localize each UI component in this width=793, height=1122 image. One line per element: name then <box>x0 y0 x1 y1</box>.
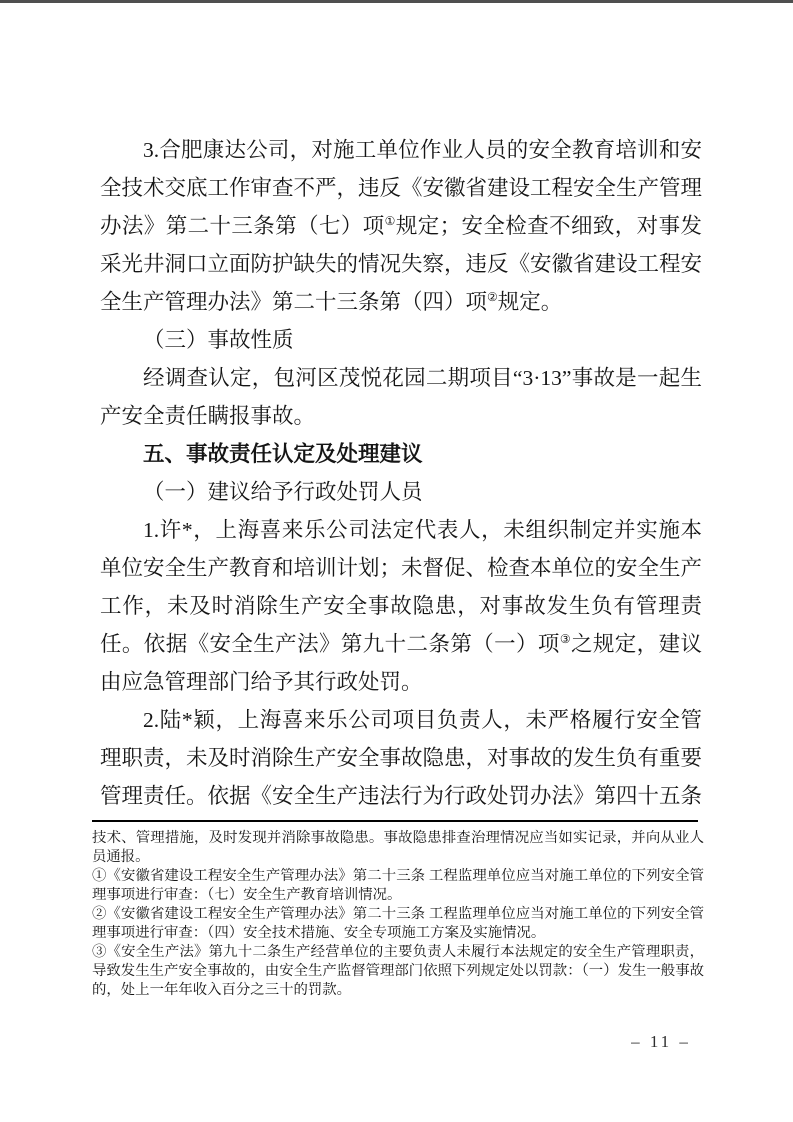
footnote-divider-line <box>92 820 698 822</box>
subheading-accident-nature: （三）事故性质 <box>143 328 294 352</box>
section-heading-responsibility: 五、事故责任认定及处理建议 <box>143 442 423 466</box>
paragraph-accident-determination: 经调查认定，包河区茂悦花园二期项目“3·13”事故是一起生产安全责任瞒报事故。 <box>100 366 702 428</box>
document-body <box>100 131 702 815</box>
paragraph-text: 规定。 <box>497 290 563 314</box>
footnotes-section <box>92 820 704 1000</box>
paragraph-text: 规定；安全检查不细致，对事发采光井洞口立面防护缺失的情况失察，违反《安徽省建设工程安全生产管理办法》第二十三条第（四）项 <box>100 214 703 314</box>
footnote-3: ③《安全生产法》第九十二条生产经营单位的主要负责人未履行本法规定的安全生产管理职责，导致发生生产安全事故的，由安全生产监督管理部门依照下列规定处以罚款：（一）发生一般事故的，处上一年年收入百分之三十的罚款。 <box>92 944 704 998</box>
paragraph-text: 3.合肥康达公司，对施工单位作业人员的安全教育培训和安全技术交底工作审查不严，违反《安徽省建设工程安全生产管理办法》第二十三条第（七）项 <box>100 138 703 238</box>
subheading-admin-penalty-persons: （一）建议给予行政处罚人员 <box>143 480 423 504</box>
paragraph-text: 1.许*，上海喜来乐公司法定代表人，未组织制定并实施本单位安全生产教育和培训计划；未督促、检查本单位的安全生产工作，未及时消除生产安全事故隐患，对事故发生负有管理责任。依据《安全生产法》第九十二条第（一）项 <box>100 518 703 656</box>
page-number: – 11 – <box>631 1032 691 1051</box>
footnote-1: ①《安徽省建设工程安全生产管理办法》第二十三条 工程监理单位应当对施工单位的下列安全管理事项进行审查：（七）安全生产教育培训情况。 <box>92 868 704 903</box>
paragraph-person-lu: 2.陆*颖，上海喜来乐公司项目负责人，未严格履行安全管理职责，未及时消除生产安全事故隐患，对事故的发生负有重要管理责任。依据《安全生产违法行为行政处罚办法》第四十五条 <box>100 708 703 808</box>
footnote-ref-2: ② <box>487 289 498 304</box>
footnote-ref-3: ③ <box>559 631 571 646</box>
footnote-ref-1: ① <box>384 213 396 228</box>
footnote-2: ②《安徽省建设工程安全生产管理办法》第二十三条 工程监理单位应当对施工单位的下列安全管理事项进行审查：（四）安全技术措施、安全专项施工方案及实施情况。 <box>92 906 704 941</box>
paragraph-text: 之规定，建议由应急管理部门给予其行政处罚。 <box>100 632 702 694</box>
paragraph-person-xu <box>100 511 702 701</box>
scan-edge-artifact <box>0 0 793 3</box>
paragraph-supervision-violations <box>100 131 702 321</box>
footnote-continuation: 技术、管理措施，及时发现并消除事故隐患。事故隐患排查治理情况应当如实记录，并向从业人员通报。 <box>92 830 704 865</box>
